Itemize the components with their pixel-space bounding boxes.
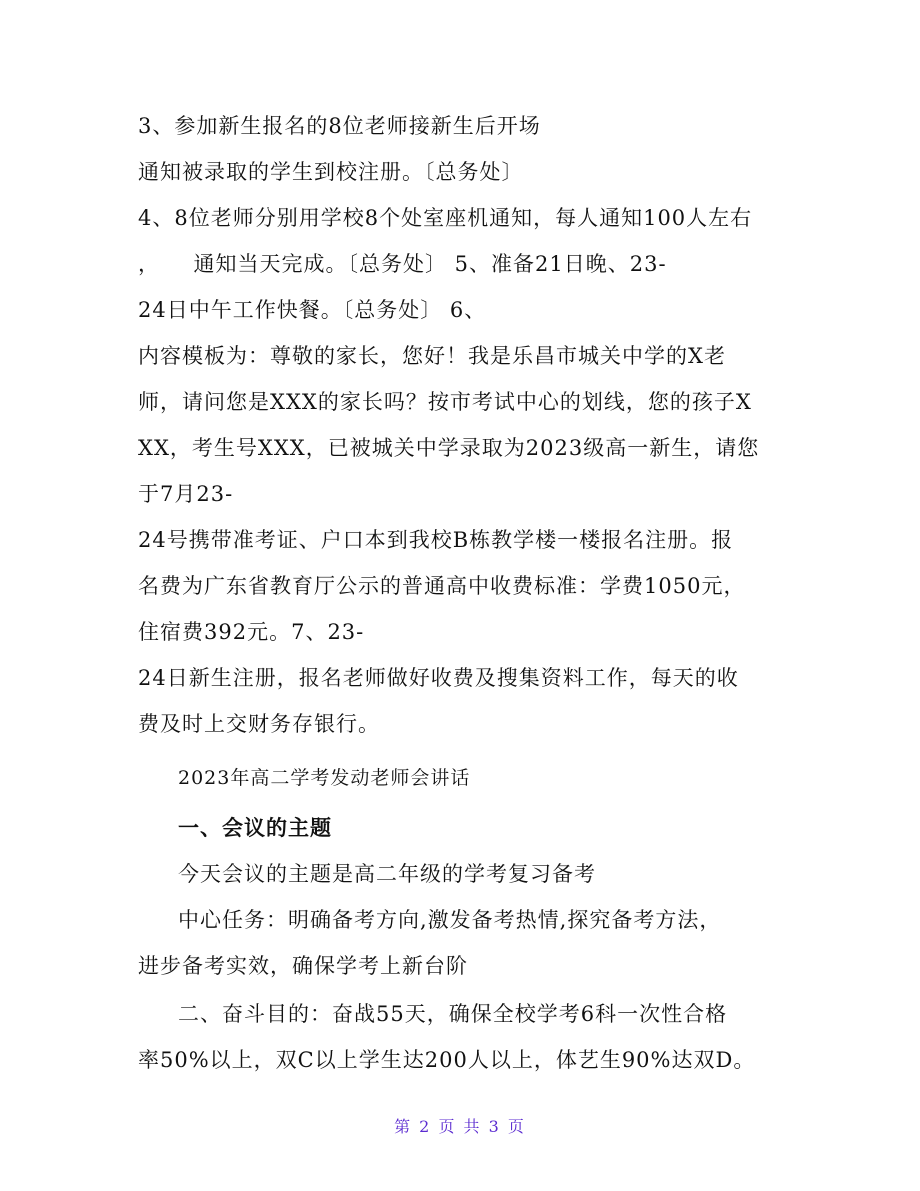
- text-line: 24日中午工作快餐。〔总务处〕 6、: [138, 298, 487, 322]
- text-line: 住宿费392元。7、23-: [138, 620, 365, 644]
- paragraph-line: 进步备考实效，确保学考上新台阶: [138, 954, 468, 978]
- text-line: 4、8位老师分别用学校8个处室座机通知，每人通知100人左右: [138, 206, 753, 230]
- text-line: ， 通知当天完成。〔总务处〕 5、准备21日晚、23-: [138, 252, 667, 276]
- paragraph-line: 中心任务：明确备考方向,激发备考热情,探究备考方法，: [178, 908, 722, 932]
- text-line: 名费为广东省教育厅公示的普通高中收费标准：学费1050元，: [138, 574, 746, 598]
- text-line: 内容模板为：尊敬的家长，您好！我是乐昌市城关中学的X老: [138, 344, 726, 368]
- text-line: XX，考生号XXX，已被城关中学录取为2023级高一新生，请您: [138, 436, 760, 460]
- text-line: 师，请问您是XXX的家长吗？按市考试中心的划线，您的孩子X: [138, 390, 752, 414]
- text-line: 通知被录取的学生到校注册。〔总务处〕: [138, 160, 524, 184]
- paragraph-line: 今天会议的主题是高二年级的学考复习备考: [178, 862, 596, 886]
- paragraph-line: 率50%以上，双C以上学生达200人以上，体艺生90%达双D。: [138, 1048, 756, 1072]
- page-number-footer: 第 2 页 共 3 页: [394, 1117, 526, 1136]
- text-line: 费及时上交财务存银行。: [138, 712, 380, 736]
- text-line: 24号携带准考证、户口本到我校B栋教学楼一楼报名注册。报: [138, 528, 734, 552]
- paragraph-line: 二、奋斗目的：奋战55天，确保全校学考6科一次性合格: [178, 1002, 728, 1026]
- text-line: 24日新生注册，报名老师做好收费及搜集资料工作，每天的收: [138, 666, 739, 690]
- text-line: 于7月23-: [138, 482, 234, 506]
- section-heading: 一、会议的主题: [178, 815, 332, 840]
- speech-title: 2023年高二学考发动老师会讲话: [178, 767, 471, 789]
- text-line: 3、参加新生报名的8位老师接新生后开场: [138, 114, 541, 138]
